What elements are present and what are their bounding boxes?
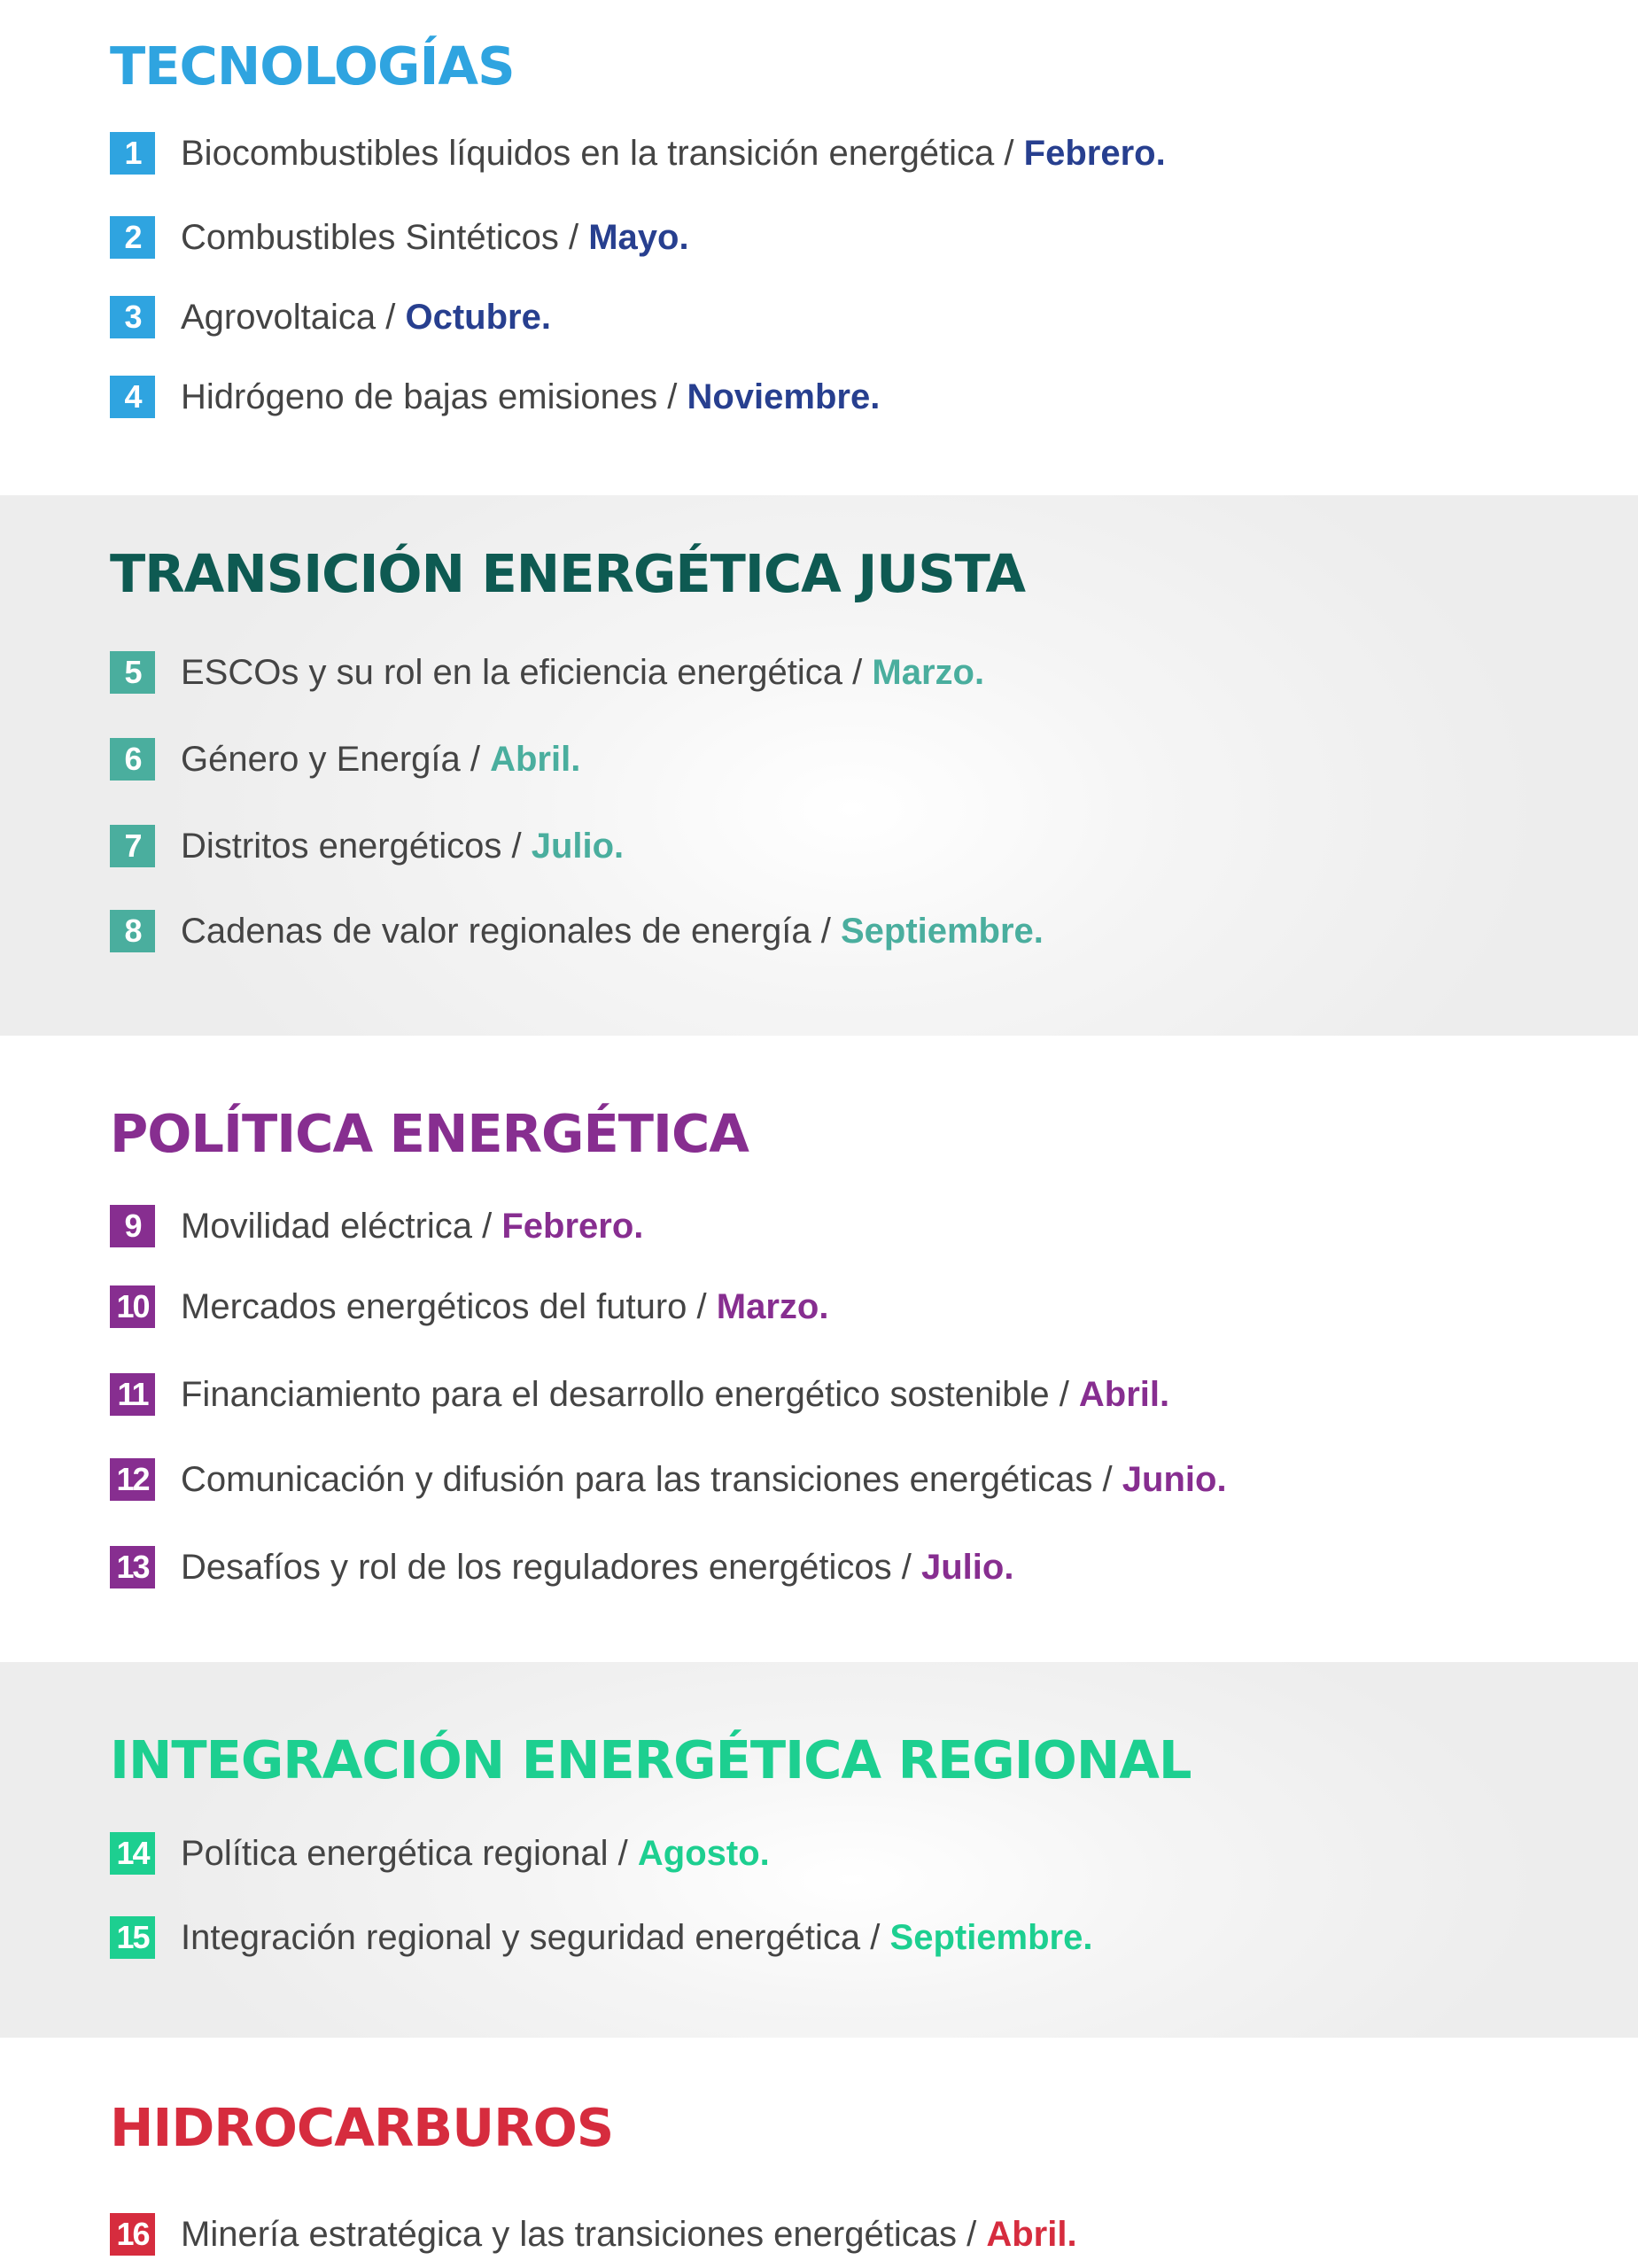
item-month: Marzo. <box>716 1286 829 1326</box>
list-item <box>110 1205 643 1247</box>
section-tecnologias <box>0 0 1638 495</box>
section-hidrocarburos <box>0 2038 1638 2268</box>
item-title: Desafíos y rol de los reguladores energéticos <box>181 1547 892 1587</box>
list-item <box>110 1285 828 1328</box>
item-separator: / <box>657 377 687 416</box>
item-month: Octubre. <box>405 297 551 337</box>
list-item <box>110 132 1166 175</box>
item-separator: / <box>891 1547 921 1587</box>
list-item <box>110 825 624 867</box>
item-month: Julio. <box>531 826 625 866</box>
list-item <box>110 1546 1013 1588</box>
item-number-badge: 11 <box>110 1373 155 1416</box>
item-number-badge: 8 <box>110 910 155 952</box>
item-separator: / <box>842 652 873 692</box>
item-month: Febrero. <box>501 1206 644 1246</box>
item-separator: / <box>472 1206 502 1246</box>
list-item <box>110 376 880 418</box>
item-number-badge: 13 <box>110 1546 155 1588</box>
list-item <box>110 296 551 338</box>
item-title: Hidrógeno de bajas emisiones <box>181 377 658 416</box>
section-title: POLÍTICA ENERGÉTICA <box>110 1103 749 1164</box>
item-separator: / <box>811 911 841 951</box>
item-number-badge: 7 <box>110 825 155 867</box>
item-title: Cadenas de valor regionales de energía <box>181 911 811 951</box>
item-number-badge: 10 <box>110 1285 155 1328</box>
item-number-badge: 2 <box>110 216 155 259</box>
item-number-badge: 1 <box>110 132 155 175</box>
item-title: Combustibles Sintéticos <box>181 217 559 257</box>
item-title: Integración regional y seguridad energética <box>181 1917 861 1957</box>
section-title: TECNOLOGÍAS <box>110 35 515 97</box>
item-title: Mercados energéticos del futuro <box>181 1286 687 1326</box>
item-separator: / <box>608 1833 638 1873</box>
item-separator: / <box>994 133 1024 173</box>
item-month: Junio. <box>1122 1459 1227 1499</box>
item-month: Julio. <box>921 1547 1014 1587</box>
item-month: Marzo. <box>872 652 985 692</box>
item-separator: / <box>1092 1459 1122 1499</box>
list-item <box>110 1373 1169 1416</box>
section-integracion-energetica-regional <box>0 1662 1638 2038</box>
item-number-badge: 14 <box>110 1832 155 1875</box>
item-month: Abril. <box>1078 1374 1170 1414</box>
item-separator: / <box>376 297 406 337</box>
item-number-badge: 4 <box>110 376 155 418</box>
item-title: Biocombustibles líquidos en la transición energética <box>181 133 995 173</box>
item-number-badge: 5 <box>110 651 155 694</box>
item-number-badge: 12 <box>110 1458 155 1501</box>
list-item <box>110 1916 1092 1959</box>
item-title: ESCOs y su rol en la eficiencia energética <box>181 652 843 692</box>
item-title: Distritos energéticos <box>181 826 502 866</box>
item-month: Abril. <box>986 2214 1077 2254</box>
item-separator: / <box>501 826 532 866</box>
item-separator: / <box>687 1286 717 1326</box>
item-number-badge: 15 <box>110 1916 155 1959</box>
item-title: Financiamiento para el desarrollo energético sostenible <box>181 1374 1050 1414</box>
item-number-badge: 3 <box>110 296 155 338</box>
item-title: Minería estratégica y las transiciones energéticas <box>181 2214 957 2254</box>
item-separator: / <box>558 217 589 257</box>
list-item <box>110 910 1044 952</box>
section-title: TRANSICIÓN ENERGÉTICA JUSTA <box>110 543 1026 604</box>
item-separator: / <box>460 739 491 779</box>
list-item <box>110 216 689 259</box>
item-number-badge: 16 <box>110 2213 155 2256</box>
item-number-badge: 9 <box>110 1205 155 1247</box>
item-month: Septiembre. <box>840 911 1044 951</box>
list-item <box>110 738 580 781</box>
item-title: Movilidad eléctrica <box>181 1206 473 1246</box>
section-title: HIDROCARBUROS <box>110 2097 614 2158</box>
item-month: Noviembre. <box>687 377 881 416</box>
item-title: Política energética regional <box>181 1833 609 1873</box>
item-number-badge: 6 <box>110 738 155 781</box>
item-month: Mayo. <box>588 217 689 257</box>
section-politica-energetica <box>0 1036 1638 1662</box>
list-item <box>110 1458 1227 1501</box>
item-title: Agrovoltaica <box>181 297 377 337</box>
item-separator: / <box>956 2214 987 2254</box>
list-item <box>110 2213 1077 2256</box>
item-month: Febrero. <box>1023 133 1166 173</box>
list-item <box>110 1832 770 1875</box>
section-transicion-energetica-justa <box>0 495 1638 1036</box>
item-month: Agosto. <box>637 1833 770 1873</box>
section-title: INTEGRACIÓN ENERGÉTICA REGIONAL <box>110 1729 1192 1790</box>
item-title: Comunicación y difusión para las transiciones energéticas <box>181 1459 1093 1499</box>
list-item <box>110 651 984 694</box>
item-separator: / <box>860 1917 890 1957</box>
item-separator: / <box>1049 1374 1079 1414</box>
item-month: Septiembre. <box>889 1917 1093 1957</box>
item-title: Género y Energía <box>181 739 461 779</box>
item-month: Abril. <box>490 739 581 779</box>
